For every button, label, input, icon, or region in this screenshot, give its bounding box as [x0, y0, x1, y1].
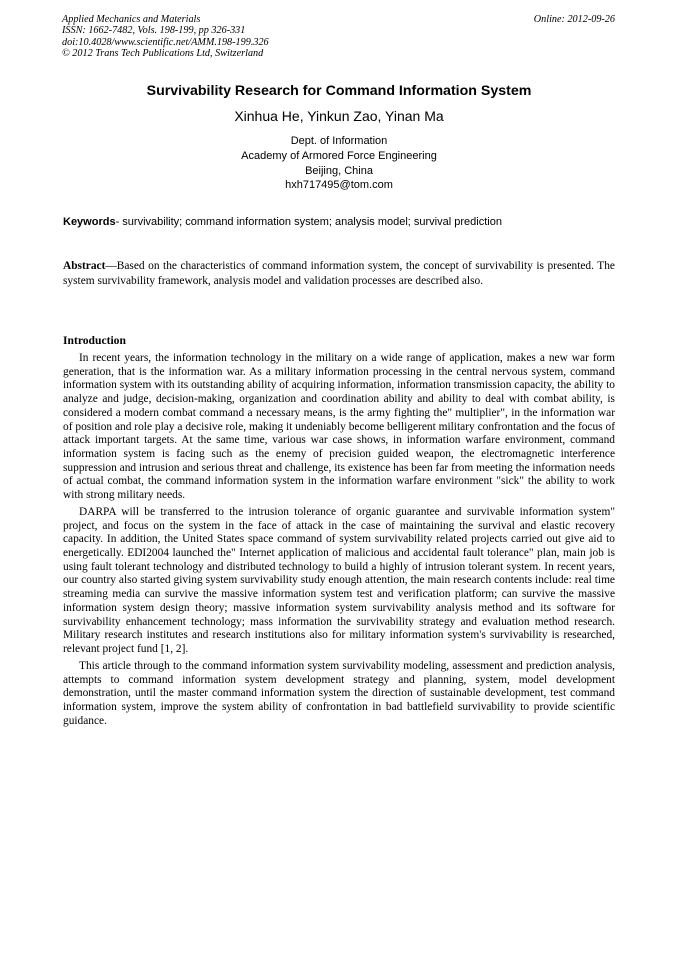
abstract-paragraph — [63, 259, 615, 288]
affiliation-academy: Academy of Armored Force Engineering — [241, 149, 437, 162]
keywords-text: - survivability; command information system; analysis model; survival prediction — [115, 216, 502, 228]
keywords-line — [63, 215, 616, 229]
abstract-label: Abstract — [63, 260, 106, 272]
body-paragraph: In recent years, the information technology in the military on a wide range of application, makes a new war form generation, that is the information war. As a military information processing in the central nervous system, command information system with its outstanding ability of acquiring information, information transmission capacity, the ability to analyze and judge, decision-making, organization and coordination ability and ability to deal with combat ability, is considered a modern combat command a necessary means, is the army fighting the" multiplier", in the information war of position and role play a decisive role, making it undeniably become belligerent military confrontation and the focus of attack important targets. At the same time, various war case shows, in information warfare environment, command information system is facing such as the enemy of precision guided weapon, the electromagnetic interference suppression and intrusion and serious threat and challenge, its existence has been far from meeting the information needs of actual combat, the command information system in the information warfare environment "sick" the ability to work with strong military needs. — [63, 352, 615, 502]
issn-line: ISSN: 1662-7482, Vols. 198-199, pp 326-331 — [62, 25, 246, 37]
body-paragraph: DARPA will be transferred to the intrusion tolerance of organic guarantee and survivable information system" project, and focus on the system in the face of attack in the case of maintaining the survival and elastic recovery capacity. In addition, the United States space command of system survivability related projects carried out give aid to energetically. EDI2004 launched the" Internet application of malicious and accidental fault tolerance" plan, main job is using fault tolerant technology and distributed technology to build a highly of intrusion tolerant system. In recent years, our country also started giving system survivability study enough attention, the main research contents include: real time streaming media can survive the massive information system test and verification platform; can survive the massive information system design theory; massive information system survivability analysis method and its software for survivability enhancement technology; mass information the survivability strategy and evaluation method research. Military research institutes and research institutions also for military information system's survivability is researched, relevant project fund [1, 2]. — [63, 505, 615, 655]
section-heading-introduction: Introduction — [63, 334, 126, 347]
body-paragraph: This article through to the command information system survivability modeling, assessment and prediction analysis, attempts to command information system development strategy and planning, system, model development demonstration, until the master command information system the direction of sustainable development, test command information system, improve the system ability of confrontation in bad battlefield survivability to provide scientific guidance. — [63, 659, 615, 727]
journal-header — [62, 14, 269, 60]
introduction-body — [63, 352, 615, 732]
keywords-label: Keywords — [63, 216, 116, 228]
online-date: Online: 2012-09-26 — [533, 14, 615, 25]
journal-name: Applied Mechanics and Materials — [62, 14, 201, 25]
author-email: hxh717495@tom.com — [285, 179, 393, 192]
paper-authors: Xinhua He, Yinkun Zao, Yinan Ma — [234, 108, 444, 124]
abstract-text: —Based on the characteristics of command information system, the concept of survivability is presented. The system survivability framework, analysis model and validation processes are described also. — [63, 260, 615, 287]
paper-title: Survivability Research for Command Information System — [146, 83, 532, 99]
affiliation-dept: Dept. of Information — [290, 135, 388, 147]
copyright-line: © 2012 Trans Tech Publications Ltd, Switzerland — [62, 48, 264, 60]
doi-line: doi:10.4028/www.scientific.net/AMM.198-199.326 — [62, 36, 269, 48]
affiliation-city: Beijing, China — [305, 164, 373, 177]
affiliation-block — [0, 134, 678, 193]
